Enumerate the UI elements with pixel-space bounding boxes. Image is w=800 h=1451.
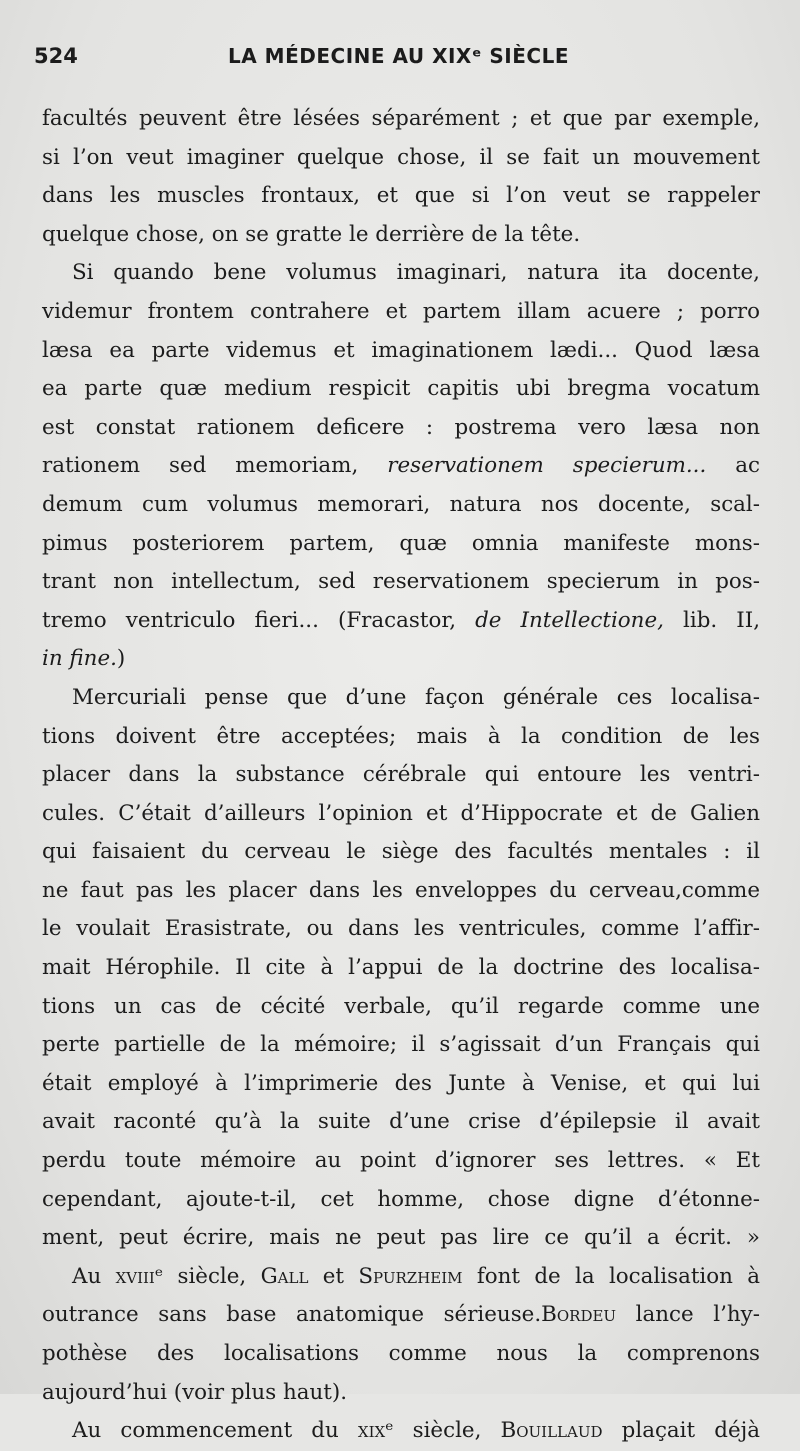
text-segment: facultés peuvent être lésées séparément ; et que par exemple, xyxy=(42,106,760,131)
text-segment: Au xyxy=(72,1263,116,1289)
text-line xyxy=(42,409,760,448)
text-segment: Au commencement du xyxy=(72,1418,358,1444)
text-segment: xixᵉ xyxy=(357,1418,394,1444)
text-line xyxy=(42,1412,760,1451)
text-segment: dans les muscles frontaux, et que si l’on veut se rappeler xyxy=(42,183,760,209)
text-line xyxy=(42,602,760,641)
text-line xyxy=(42,525,760,564)
text-segment: quelque chose, on se gratte le derrière de la tête. xyxy=(42,221,581,247)
text-line xyxy=(42,1065,760,1104)
text-segment: siècle, xyxy=(163,1263,261,1289)
text-line xyxy=(42,949,760,988)
text-segment: cules. C’était d’ailleurs l’opinion et d’Hippocrate et de Galien xyxy=(42,800,760,826)
text-segment: si l’on veut imaginer quelque chose, il se fait un mouvement xyxy=(42,144,760,170)
text-segment: ne faut pas les placer dans les enveloppes du cerveau,comme xyxy=(42,877,760,903)
page-number: 524 xyxy=(34,44,78,68)
text-segment: aujourd’hui (voir plus haut). xyxy=(42,1379,348,1405)
text-line xyxy=(42,1026,760,1065)
text-segment: Gall xyxy=(260,1263,309,1289)
text-segment: outrance sans base anatomique sérieuse. xyxy=(42,1302,542,1328)
text-line xyxy=(42,486,760,525)
text-line xyxy=(42,1335,760,1374)
text-segment: videmur frontem contrahere et partem illam acuere ; porro xyxy=(42,298,760,324)
text-segment: reservationem specierum... xyxy=(387,453,707,479)
text-segment: tions un cas de cécité verbale, qu’il regarde comme une xyxy=(42,993,760,1019)
text-line xyxy=(42,1142,760,1181)
text-line xyxy=(42,872,760,911)
text-segment: læsa ea parte videmus et imaginationem lædi... Quod læsa xyxy=(42,337,760,363)
text-segment: pothèse des localisations comme nous la comprenons xyxy=(42,1341,760,1366)
text-line xyxy=(42,370,760,409)
text-line xyxy=(42,679,760,718)
text-segment: était employé à l’imprimerie des Junte à Venise, et qui lui xyxy=(42,1070,760,1096)
text-line xyxy=(42,1219,760,1258)
text-segment: lance l’hy- xyxy=(616,1302,760,1328)
text-segment: placer dans la substance cérébrale qui entoure les ventri- xyxy=(42,762,760,788)
text-line xyxy=(42,254,760,293)
text-segment: tremo ventriculo fieri... (Fracastor, xyxy=(42,607,476,633)
text-line xyxy=(42,756,760,795)
text-segment: mait Hérophile. Il cite à l’appui de la doctrine des localisa- xyxy=(42,955,760,981)
text-segment: qui faisaient du cerveau le siège des facultés mentales : il xyxy=(42,839,760,865)
text-line xyxy=(42,795,760,834)
text-line xyxy=(42,1296,760,1335)
text-segment: ment, peut écrire, mais ne peut pas lire ce qu’il a écrit. » xyxy=(42,1225,760,1251)
text-segment: perdu toute mémoire au point d’ignorer ses lettres. « Et xyxy=(42,1148,760,1174)
text-segment: siècle, xyxy=(393,1418,501,1444)
text-line xyxy=(42,1374,760,1413)
text-segment: in fine. xyxy=(42,646,117,672)
text-segment: rationem sed memoriam, xyxy=(42,453,388,479)
text-segment: Spurzheim xyxy=(358,1263,463,1289)
text-segment: plaçait déjà xyxy=(602,1418,760,1444)
text-line xyxy=(42,293,760,332)
text-segment: tions doivent être acceptées; mais à la condition de les xyxy=(42,723,760,749)
page-header xyxy=(34,44,764,76)
text-line xyxy=(42,1181,760,1220)
body-text xyxy=(42,100,760,1451)
text-line xyxy=(42,1258,760,1297)
text-segment: ea parte quæ medium respicit capitis ubi bregma vocatum xyxy=(42,376,760,402)
text-line xyxy=(42,640,760,679)
text-segment: perte partielle de la mémoire; il s’agissait d’un Français qui xyxy=(42,1032,760,1058)
text-segment: Mercuriali pense que d’une façon générale ces localisa- xyxy=(72,684,760,710)
text-segment: avait raconté qu’à la suite d’une crise d’épilepsie il avait xyxy=(42,1109,760,1135)
text-line xyxy=(42,910,760,949)
text-segment: Bouillaud xyxy=(500,1418,603,1444)
text-segment: ) xyxy=(116,646,126,672)
text-line xyxy=(42,1103,760,1142)
text-segment: font de la localisation à xyxy=(462,1263,761,1289)
text-segment: lib. II, xyxy=(663,607,760,633)
text-segment: pimus posteriorem partem, quæ omnia manifeste mons- xyxy=(42,530,760,556)
text-segment: le voulait Erasistrate, ou dans les ventricules, comme l’affir- xyxy=(42,916,760,942)
text-segment: xviiiᵉ xyxy=(115,1263,164,1289)
text-segment: Si quando bene volumus imaginari, natura ita docente, xyxy=(72,260,760,286)
text-segment: est constat rationem deficere : postrema vero læsa non xyxy=(42,414,760,440)
text-line xyxy=(42,139,760,178)
text-line xyxy=(42,216,760,255)
text-segment: demum cum volumus memorari, natura nos docente, scal- xyxy=(42,491,760,517)
text-segment: ac xyxy=(706,453,760,479)
text-line xyxy=(42,718,760,757)
text-segment: de Intellectione, xyxy=(475,607,664,633)
text-line xyxy=(42,563,760,602)
text-line xyxy=(42,447,760,486)
text-line xyxy=(42,100,760,139)
text-line xyxy=(42,988,760,1027)
text-segment: Bordeu xyxy=(541,1302,617,1328)
text-line xyxy=(42,833,760,872)
text-segment: trant non intellectum, sed reservationem specierum in pos- xyxy=(42,569,760,595)
text-line xyxy=(42,177,760,216)
running-title: LA MÉDECINE AU XIXᵉ SIÈCLE xyxy=(228,44,569,68)
text-line xyxy=(42,332,760,371)
text-segment: et xyxy=(308,1263,359,1289)
text-segment: cependant, ajoute-t-il, cet homme, chose digne d’étonne- xyxy=(42,1186,760,1212)
